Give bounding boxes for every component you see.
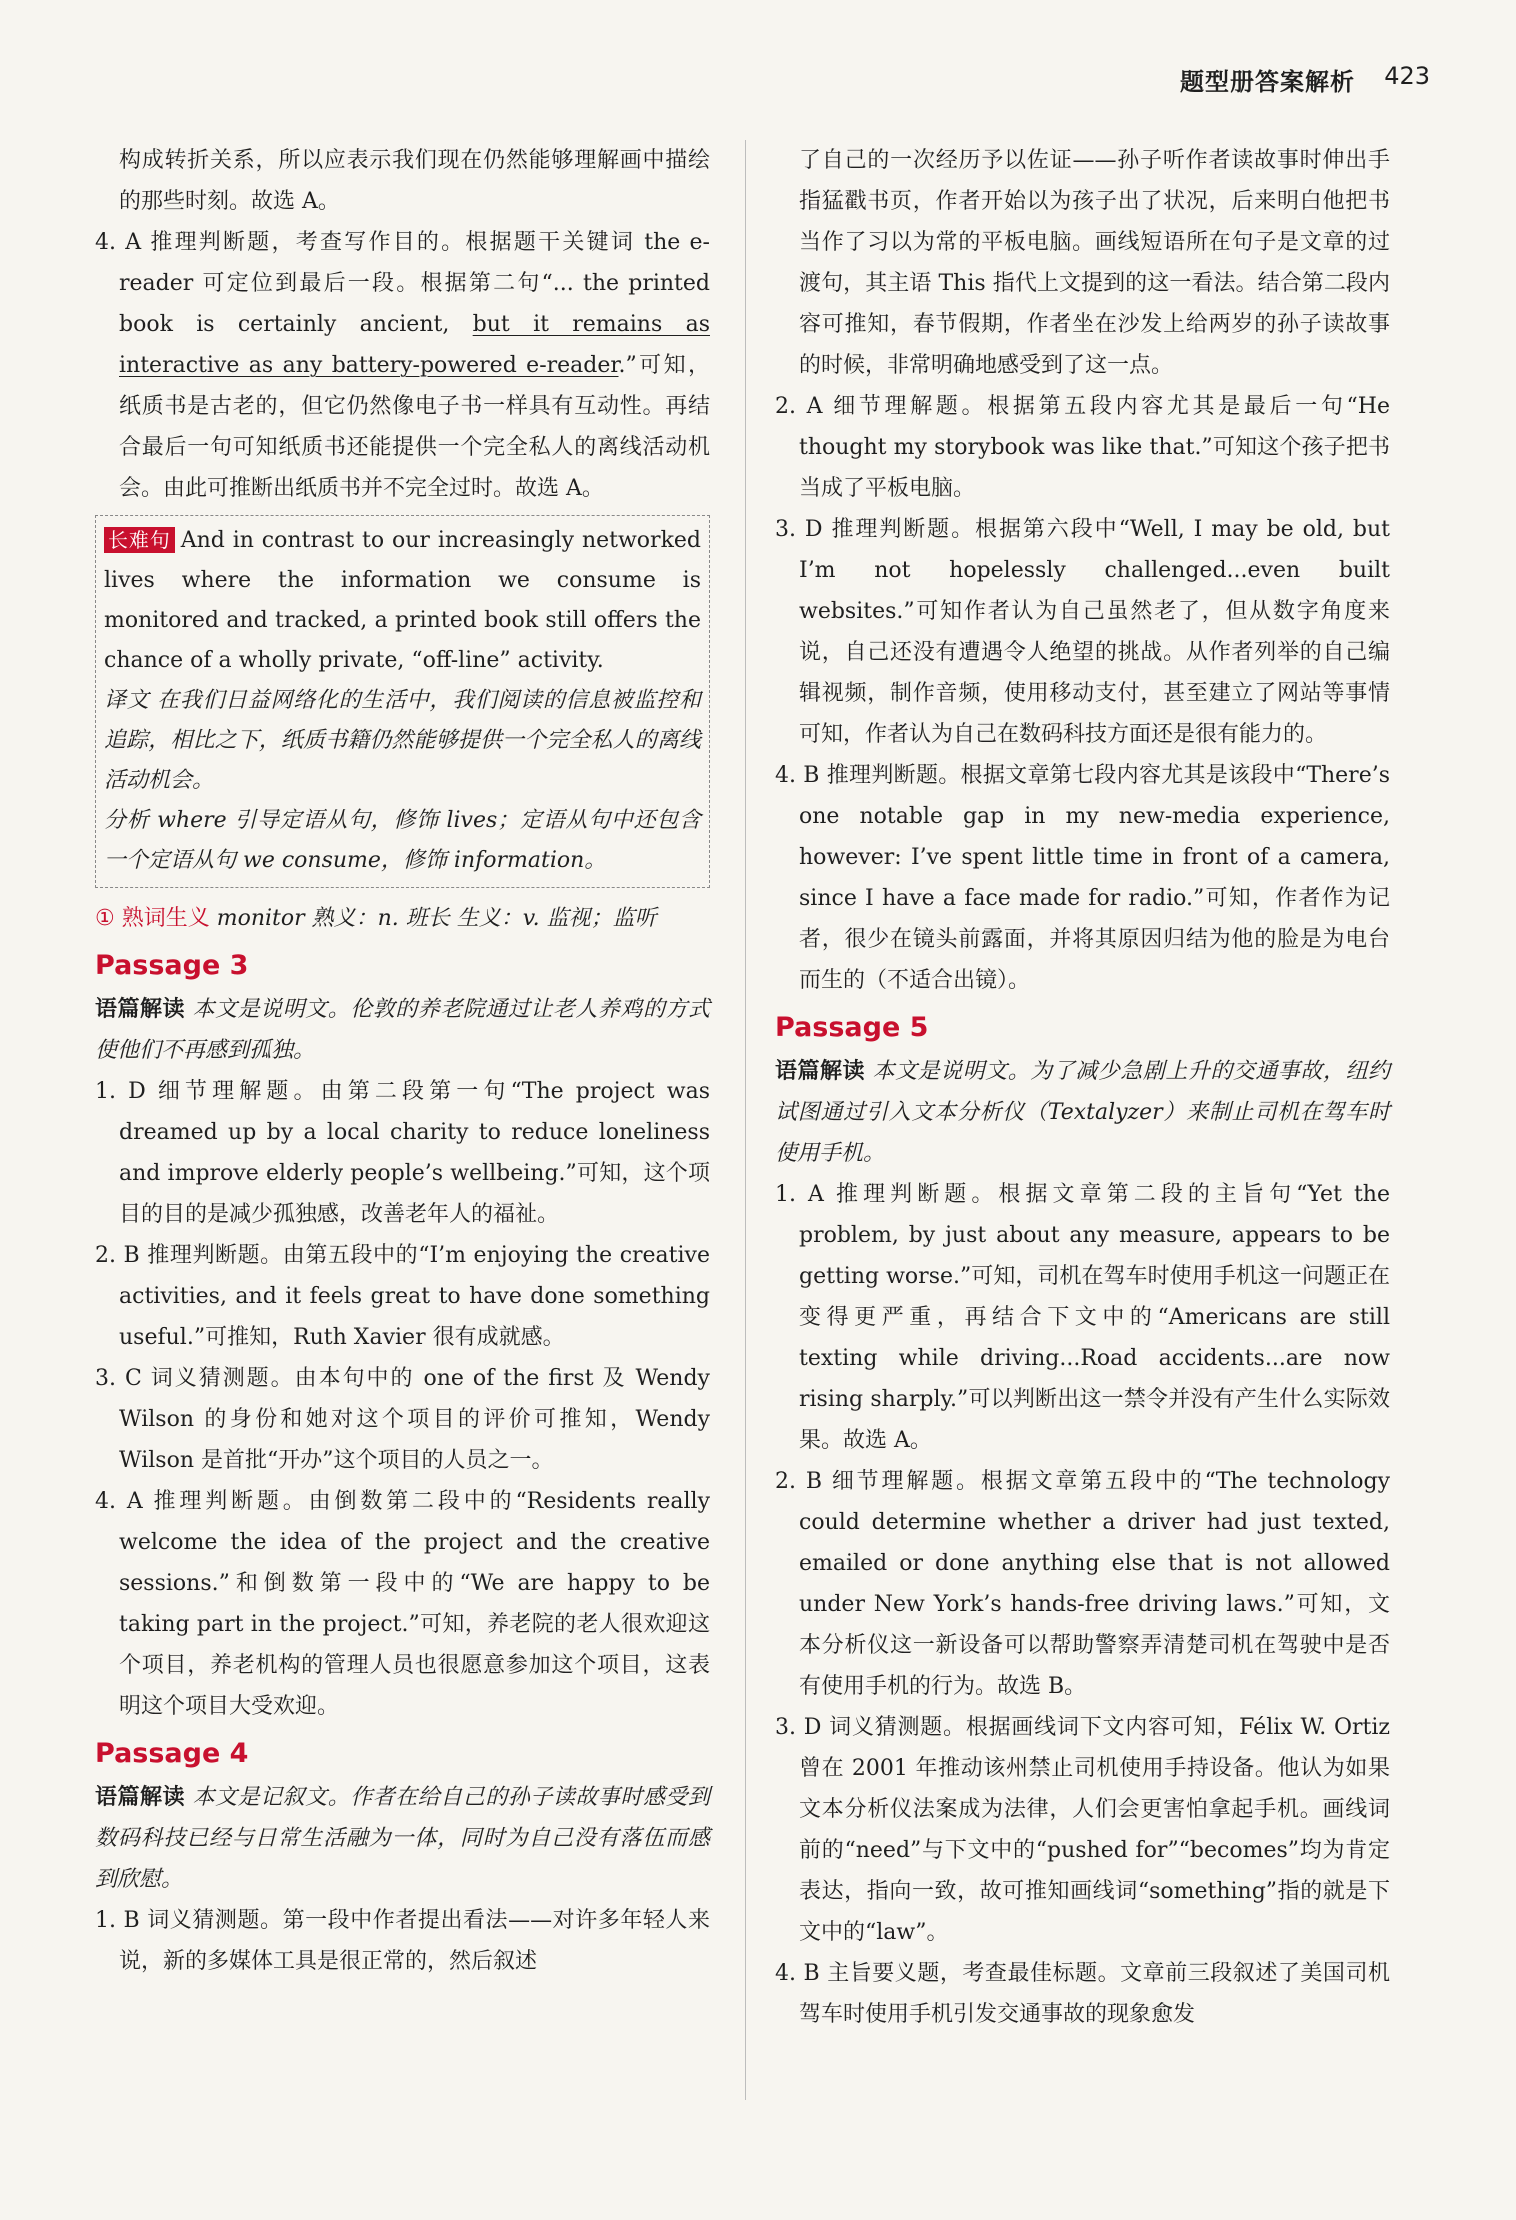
vocab-note [95, 898, 710, 939]
answer-item: 4. B 主旨要义题，考查最佳标题。文章前三段叙述了美国司机驾车时使用手机引发交通事故的现象愈发 [775, 1961, 1390, 2027]
answer-text: 4. A 推理判断题，考查写作目的。根据题干关键词 the e-reader 可定位到最后一段。根据第二句“... the printed book is certainly ancient, [95, 230, 710, 337]
sentence-english: 长难句 And in contrast to our increasingly networked lives where the information we consume is monitored and tracked, a printed book still offers the chance of a wholly private, “off-line” activity. [104, 528, 701, 673]
answer-item: 1. B 词义猜测题。第一段中作者提出看法——对许多年轻人来说，新的多媒体工具是很正常的，然后叙述 [95, 1908, 710, 1974]
answer-item: 4. B 推理判断题。根据文章第七段内容尤其是该段中“There’s one notable gap in my new-media experience, however: I’ve spent little time in front of a camera, since I have a face made for radio.”可知，作者作为记者，很少在镜头前露面，并将其原因归结为他的脸是为电台而生的（不适合出镜）。 [775, 763, 1390, 993]
intro-label: 语篇解读 [95, 997, 186, 1022]
answer-item [95, 222, 710, 509]
answer-item: 3. C 词义猜测题。由本句中的 one of the first 及 Wendy Wilson 的身份和她对这个项目的评价可推知，Wendy Wilson 是首批“开办”这个项目的人员之一。 [95, 1366, 710, 1473]
passage-intro: 语篇解读 本文是说明文。伦敦的养老院通过让老人养鸡的方式使他们不再感到孤独。 [95, 997, 710, 1063]
header-title: 题型册答案解析 [1180, 68, 1355, 96]
paragraph: 了自己的一次经历予以佐证——孙子听作者读故事时伸出手指猛戳书页，作者开始以为孩子出了状况，后来明白他把书当作了习以为常的平板电脑。画线短语所在句子是文章的过渡句，其主语 This 指代上文提到的这一看法。结合第二段内容可推知，春节假期，作者坐在沙发上给两岁的孙子读故事的时候，非常明确地感受到了这一点。 [799, 148, 1390, 378]
answer-item: 1. D 细节理解题。由第二段第一句“The project was dreamed up by a local charity to reduce loneliness and improve elderly people’s wellbeing.”可知，这个项目的目的是减少孤独感，改善老年人的福祉。 [95, 1079, 710, 1227]
answer-item: 2. B 细节理解题。根据文章第五段中的“The technology could determine whether a driver had just texted, emailed or done anything else that is not allowed under New York’s hands-free driving laws.”可知，文本分析仪这一新设备可以帮助警察弄清楚司机在驾驶中是否有使用手机的行为。故选 B。 [775, 1469, 1390, 1699]
passage-4-title: Passage 4 [95, 1738, 249, 1769]
answer-item: 2. B 推理判断题。由第五段中的“I’m enjoying the creative activities, and it feels great to have done something useful.”可推知，Ruth Xavier 很有成就感。 [95, 1243, 710, 1350]
left-column [95, 140, 710, 1982]
answer-item: 2. A 细节理解题。根据第五段内容尤其是最后一句“He thought my storybook was like that.”可知这个孩子把书当成了平板电脑。 [775, 394, 1390, 501]
difficult-sentence-box [95, 515, 710, 888]
intro-label: 语篇解读 [95, 1785, 186, 1810]
passage-intro: 语篇解读 本文是说明文。为了减少急剧上升的交通事故，纽约试图通过引入文本分析仪（Textalyzer）来制止司机在驾车时使用手机。 [775, 1059, 1390, 1166]
passage-intro: 语篇解读 本文是记叙文。作者在给自己的孙子读故事时感受到数码科技已经与日常生活融为一体，同时为自己没有落伍而感到欣慰。 [95, 1785, 710, 1892]
sentence-analysis: 分析 where 引导定语从句，修饰 lives；定语从句中还包含一个定语从句 we consume，修饰 information。 [104, 808, 701, 873]
page-number: 423 [1384, 62, 1430, 90]
right-column [775, 140, 1390, 2035]
passage-3-title: Passage 3 [95, 950, 249, 981]
passage-5-title: Passage 5 [775, 1012, 929, 1043]
column-divider [745, 140, 746, 2100]
difficult-sentence-tag: 长难句 [104, 527, 175, 553]
paragraph: 构成转折关系，所以应表示我们现在仍然能够理解画中描绘的那些时刻。故选 A。 [119, 148, 710, 214]
answer-item: 1. A 推理判断题。根据文章第二段的主旨句“Yet the problem, by just about any measure, appears to be getting worse.”可知，司机在驾车时使用手机这一问题正在变得更严重，再结合下文中的“Americans are still texting while driving...Road accidents...are now rising sharply.”可以判断出这一禁令并没有产生什么实际效果。故选 A。 [775, 1182, 1390, 1453]
answer-item: 4. A 推理判断题。由倒数第二段中的“Residents really welcome the idea of the project and the creative sessions.”和倒数第一段中的“We are happy to be taking part in the project.”可知，养老院的老人很欢迎这个项目，养老机构的管理人员也很愿意参加这个项目，这表明这个项目大受欢迎。 [95, 1489, 710, 1719]
vocab-label: ① 熟词生义 [95, 906, 210, 931]
underlined-quote: but it remains as interactive as any battery-powered e-reader [119, 312, 710, 378]
answer-item: 3. D 推理判断题。根据第六段中“Well, I may be old, but I’m not hopelessly challenged...even built websites.”可知作者认为自己虽然老了，但从数字角度来说，自己还没有遭遇令人绝望的挑战。从作者列举的自己编辑视频，制作音频，使用移动支付，甚至建立了网站等事情可知，作者认为自己在数码科技方面还是很有能力的。 [775, 517, 1390, 747]
intro-label: 语篇解读 [775, 1059, 866, 1084]
sentence-translation: 译文 在我们日益网络化的生活中，我们阅读的信息被监控和追踪，相比之下，纸质书籍仍然能够提供一个完全私人的离线活动机会。 [104, 688, 701, 793]
page-header [1070, 58, 1460, 98]
answer-text: .”可知，纸质书是古老的，但它仍然像电子书一样具有互动性。再结合最后一句可知纸质书还能提供一个完全私人的离线活动机会。由此可推断出纸质书并不完全过时。故选 A。 [119, 353, 710, 501]
vocab-text: monitor 熟义：n. 班长 生义：v. 监视；监听 [209, 906, 657, 931]
answer-item: 3. D 词义猜测题。根据画线词下文内容可知，Félix W. Ortiz 曾在 2001 年推动该州禁止司机使用手持设备。他认为如果文本分析仪法案成为法律，人们会更害怕拿起手机。画线词前的“need”与下文中的“pushed for”“becomes”均为肯定表达，指向一致，故可推知画线词“something”指的就是下文中的“law”。 [775, 1715, 1390, 1945]
